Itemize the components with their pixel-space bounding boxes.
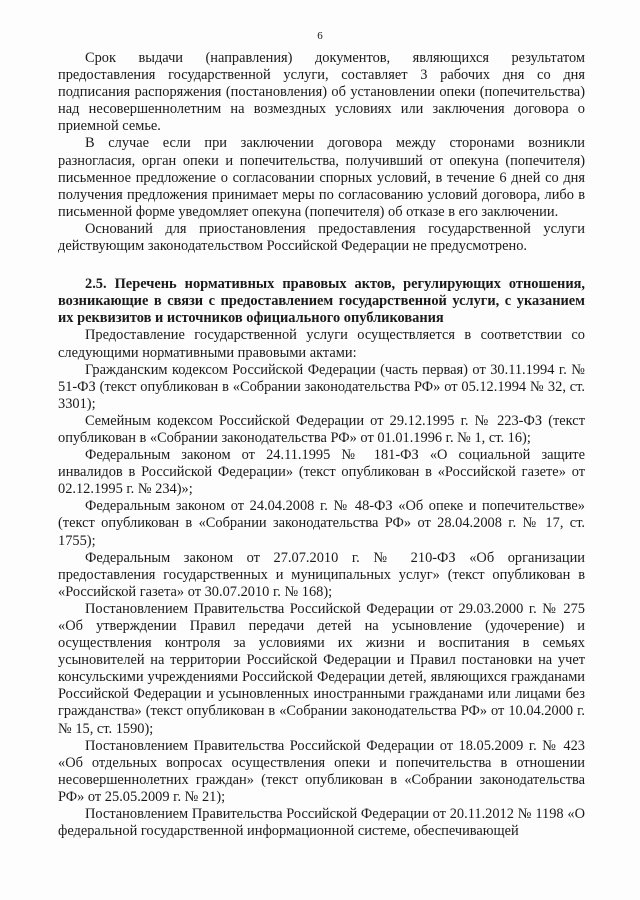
paragraph: Постановлением Правительства Российской Федерации от 20.11.2012 № 1198 «О федеральной государственной информационной системе, обеспечивающей	[58, 806, 585, 840]
paragraph: Федеральным законом от 24.11.1995 № 181-ФЗ «О социальной защите инвалидов в Российской Федерации» (текст опубликован в «Российской газете» от 02.12.1995 г. № 234)»;	[58, 447, 585, 498]
paragraph: Федеральным законом от 24.04.2008 г. № 48-ФЗ «Об опеке и попечительстве» (текст опубликован в «Собрании законодательства РФ» от 28.04.2008 г. № 17, ст. 1755);	[58, 498, 585, 549]
paragraph: Постановлением Правительства Российской Федерации от 29.03.2000 г. № 275 «Об утверждении Правил передачи детей на усыновление (удочерение) и осуществления контроля за условиями их жизни и воспитания в семьях усыновителей на территории Российской Федерации и Правил постановки на учет консульскими учреждениями Российской Федерации детей, являющихся гражданами Российской Федерации и усыновленных иностранными гражданами или лицами без гражданства» (текст опубликован в «Собрании законодательства РФ» от 10.04.2000 г. № 15, ст. 1590);	[58, 600, 585, 737]
page-number: 6	[317, 30, 323, 42]
paragraph: Постановлением Правительства Российской Федерации от 18.05.2009 г. № 423 «Об отдельных вопросах осуществления опеки и попечительства в отношении несовершеннолетних граждан» (текст опубликован в «Собрании законодательства РФ» от 25.05.2009 г. № 21);	[58, 737, 585, 805]
paragraph: Срок выдачи (направления) документов, являющихся результатом предоставления государственной услуги, составляет 3 рабочих дня со дня подписания распоряжения (постановления) об установлении опеки (попечительства) над несовершеннолетним на возмездных условиях или заключения договора о приемной семье.	[58, 50, 585, 135]
paragraph: Семейным кодексом Российской Федерации от 29.12.1995 г. № 223-ФЗ (текст опубликован в «Собрании законодательства РФ» от 01.01.1996 г. № 1, ст. 16);	[58, 412, 585, 446]
section-heading: 2.5. Перечень нормативных правовых актов, регулирующих отношения, возникающие в связи с предоставлением государственной услуги, с указанием их реквизитов и источников официального опубликования	[58, 276, 585, 327]
paragraph: Предоставление государственной услуги осуществляется в соответствии со следующими нормативными правовыми актами:	[58, 327, 585, 361]
document-body	[58, 50, 585, 840]
paragraph: Гражданским кодексом Российской Федерации (часть первая) от 30.11.1994 г. № 51-ФЗ (текст опубликован в «Собрании законодательства РФ» от 05.12.1994 № 32, ст. 3301);	[58, 361, 585, 412]
paragraph: В случае если при заключении договора между сторонами возникли разногласия, орган опеки и попечительства, получивший от опекуна (попечителя) письменное предложение о согласовании спорных условий, в течение 6 дней со дня получения предложения принимает меры по согласованию условий договора, либо в письменной форме уведомляет опекуна (попечителя) об отказе в его заключении.	[58, 135, 585, 220]
paragraph: Федеральным законом от 27.07.2010 г. № 210-ФЗ «Об организации предоставления государственных и муниципальных услуг» (текст опубликован в «Российской газета» от 30.07.2010 г. № 168);	[58, 549, 585, 600]
paragraph: Оснований для приостановления предоставления государственной услуги действующим законодательством Российской Федерации не предусмотрено.	[58, 220, 585, 255]
